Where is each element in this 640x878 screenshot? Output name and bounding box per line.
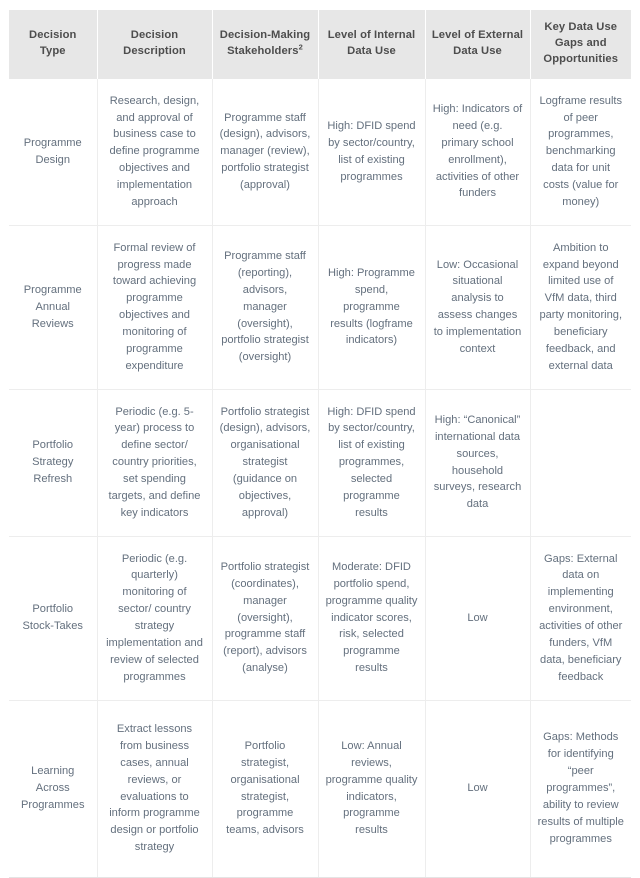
table-body: [9, 79, 631, 877]
table-row: [9, 79, 631, 226]
cell-internal-data-use: Moderate: DFID portfolio spend, programme quality indicator scores, risk, selected programme results: [318, 536, 425, 700]
cell-gaps-and-opportunities: Logframe results of peer programmes, benchmarking data for unit costs (value for money): [530, 79, 631, 226]
cell-gaps-and-opportunities: Gaps: External data on implementing environment, activities of other funders, VfM data, beneficiary feedback: [530, 536, 631, 700]
table-row: [9, 389, 631, 536]
table-row: [9, 536, 631, 700]
cell-stakeholders: Programme staff (reporting), advisors, manager (oversight), portfolio strategist (oversight): [212, 225, 318, 389]
cell-external-data-use: High: Indicators of need (e.g. primary school enrollment), activities of other funders: [425, 79, 530, 226]
cell-decision-type: Programme Design: [9, 79, 97, 226]
cell-external-data-use: Low: [425, 700, 530, 877]
cell-decision-description: Research, design, and approval of business case to define programme objectives and implementation approach: [97, 79, 212, 226]
cell-stakeholders: Programme staff (design), advisors, manager (review), portfolio strategist (approval): [212, 79, 318, 226]
column-header-label: Level of External Data Use: [431, 28, 524, 57]
cell-decision-description: Periodic (e.g. 5-year) process to define sector/ country priorities, set spending targets, and define key indicators: [97, 389, 212, 536]
cell-external-data-use: High: “Canonical” international data sources, household surveys, research data: [425, 389, 530, 536]
cell-decision-description: Extract lessons from business cases, annual reviews, or evaluations to inform programme design or portfolio strategy: [97, 700, 212, 877]
cell-external-data-use: Low: Occasional situational analysis to assess changes to implementation context: [425, 225, 530, 389]
cell-decision-description: Formal review of progress made toward achieving programme objectives and monitoring of programme expenditure: [97, 225, 212, 389]
cell-decision-type: Portfolio Strategy Refresh: [9, 389, 97, 536]
cell-stakeholders: Portfolio strategist (coordinates), manager (oversight), programme staff (report), advisors (analyse): [212, 536, 318, 700]
cell-internal-data-use: High: DFID spend by sector/country, list of existing programmes, selected programme results: [318, 389, 425, 536]
decision-table: [9, 10, 631, 878]
decision-table-container: [9, 10, 631, 878]
cell-decision-type: Portfolio Stock-Takes: [9, 536, 97, 700]
cell-gaps-and-opportunities: Ambition to expand beyond limited use of VfM data, third party monitoring, beneficiary feedback, and external data: [530, 225, 631, 389]
cell-stakeholders: Portfolio strategist (design), advisors, organisational strategist (guidance on objectives, approval): [212, 389, 318, 536]
footnote-marker: 2: [298, 42, 303, 52]
column-header-decision-type: [9, 10, 97, 79]
cell-decision-type: Learning Across Programmes: [9, 700, 97, 877]
cell-decision-description: Periodic (e.g. quarterly) monitoring of sector/ country strategy implementation and review of selected programmes: [97, 536, 212, 700]
cell-internal-data-use: High: DFID spend by sector/country, list of existing programmes: [318, 79, 425, 226]
column-header-label: Level of Internal Data Use: [327, 28, 416, 57]
cell-decision-type: Programme Annual Reviews: [9, 225, 97, 389]
column-header-key-data-use-gaps-and-opportunities: [530, 10, 631, 79]
table-header-row: [9, 10, 631, 79]
cell-internal-data-use: Low: Annual reviews, programme quality indicators, programme results: [318, 700, 425, 877]
column-header-label: Key Data Use Gaps and Opportunities: [543, 21, 619, 65]
table-row: [9, 700, 631, 877]
table-header: [9, 10, 631, 79]
column-header-decision-making-stakeholders: [212, 10, 318, 79]
cell-internal-data-use: High: Programme spend, programme results (logframe indicators): [318, 225, 425, 389]
column-header-level-of-internal-data-use: [318, 10, 425, 79]
column-header-decision-description: [97, 10, 212, 79]
cell-gaps-and-opportunities: Gaps: Methods for identifying “peer programmes”, ability to review results of multiple programmes: [530, 700, 631, 877]
column-header-label: Decision Type: [29, 28, 77, 57]
table-row: [9, 225, 631, 389]
column-header-label: Decision-Making Stakeholders: [219, 28, 311, 57]
cell-external-data-use: Low: [425, 536, 530, 700]
column-header-label: Decision Description: [123, 28, 186, 57]
cell-stakeholders: Portfolio strategist, organisational strategist, programme teams, advisors: [212, 700, 318, 877]
column-header-level-of-external-data-use: [425, 10, 530, 79]
cell-gaps-and-opportunities: [530, 389, 631, 536]
